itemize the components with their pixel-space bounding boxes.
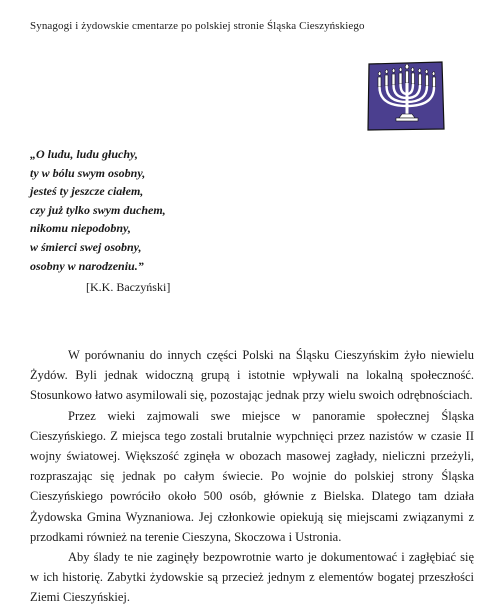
poem-line: ty w bólu swym osobny, xyxy=(30,165,146,180)
poem-line: w śmierci swej osobny, xyxy=(30,239,142,254)
body-paragraph: Aby ślady te nie zaginęły bezpowrotnie warto je dokumentować i zagłębiać się w ich historię. Zabytki żydowskie są przecież jednym z elementów bogatej przeszłości Ziemi Cieszyńskiej. xyxy=(30,550,474,605)
menorah-icon xyxy=(366,60,446,132)
body-paragraph: Przez wieki zajmowali swe miejsce w panoramie społecznej Śląska Cieszyńskiego. Z miejsca tego zostali brutalnie wypchnięci przez nazistów w czasie II wojny światowej. Większość zginęła w obozach masowej zagłady, nieliczni przeżyli, rozpraszając się jednak po całym świecie. Po wojnie do polskiej strony Śląska Cieszyńskiego powróciło około 500 osób, głównie z Bielska. Dlatego tam działa Żydowska Gmina Wyznaniowa. Jej członkowie opiekują się miejscami związanymi z przodkami również na terenie Cieszyna, Skoczowa i Ustronia. xyxy=(30,408,474,544)
body-paragraph: W porównaniu do innych części Polski na Śląsku Cieszyńskim żyło niewielu Żydów. Byli jednak widoczną grupą i istotnie wpływali na lokalną społeczność. Stosunkowo łatwo asymilowali się, pozostając jednak przy wielu swoich odrębnościach. xyxy=(30,348,474,403)
body-text xyxy=(30,345,474,608)
poem-attribution: [K.K. Baczyński] xyxy=(86,280,171,294)
poem-line: osobny w narodzeniu.” xyxy=(30,258,144,273)
poem-line: nikomu niepodobny, xyxy=(30,221,131,236)
poem xyxy=(30,145,166,275)
page-header: Synagogi i żydowskie cmentarze po polskiej stronie Śląska Cieszyńskiego xyxy=(30,20,365,32)
poem-line: „O ludu, ludu głuchy, xyxy=(30,147,138,161)
menorah-illustration xyxy=(366,60,446,132)
poem-line: jesteś ty jeszcze ciałem, xyxy=(30,184,144,199)
poem-line: czy już tylko swym duchem, xyxy=(30,202,166,217)
